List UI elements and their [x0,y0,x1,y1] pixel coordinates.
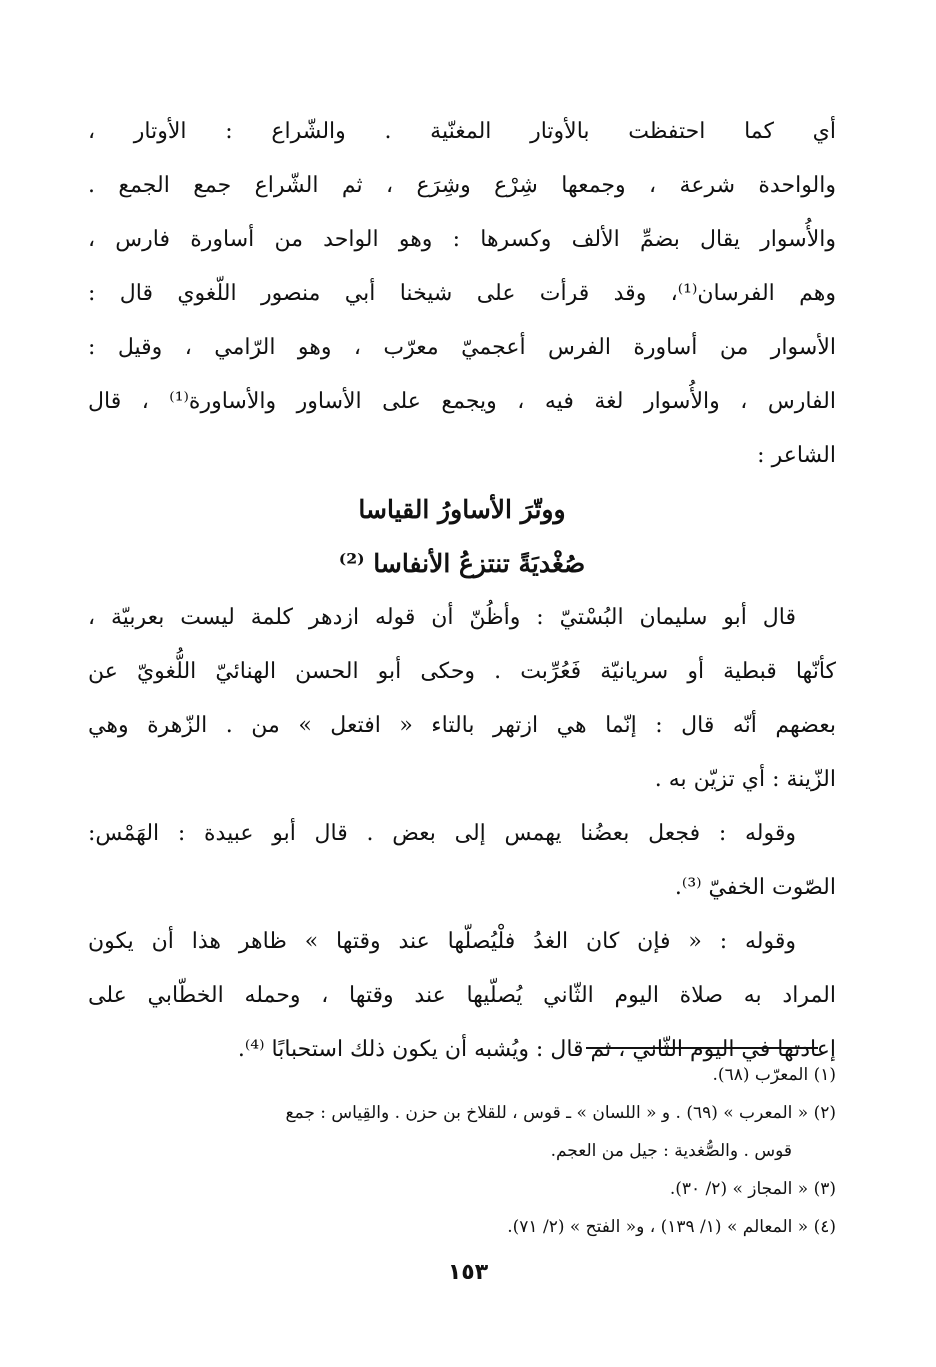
text-line: أي كما احتفظت بالأوتار المغنّية . والشّراع : الأوتار ، [88,119,836,144]
paragraph-1 [88,105,836,483]
text-line: الفارس ، والأُسوار لغة فيه ، ويجمع على الأساور والأساورة⁽¹⁾ ، قال [88,389,836,414]
verse-line: ووتّرَ الأساورُ القياسا [358,495,566,524]
text-line: كأنّها قبطية أو سريانيّة فَعُرِّبت . وحكى أبو الحسن الهنائيّ اللُّغويّ عن [88,659,836,684]
footnote-2-continuation: قوس . والصُّغدية : جيل من العجم. [550,1141,792,1161]
text-line: الأسوار من أساورة الفرس أعجميّ معرّب ، وهو الرّامي ، وقيل : [88,335,836,360]
paragraph-4 [88,915,836,1077]
text-line: والواحدة شرعة ، وجمعها شِرْع وشِرَع ، ثم الشّراع جمع الجمع . [88,173,836,198]
text-line: الصّوت الخفيّ ⁽³⁾. [674,875,836,900]
footnotes [88,1056,836,1246]
footnote-1: (١) المعرّب (٦٨). [712,1065,836,1085]
footnote-2: (٢) « المعرب » (٦٩) . و « اللسان » ـ قوس ، للقلاخ بن حزن . والقِياس : جمع [285,1103,836,1123]
paragraph-3 [88,807,836,915]
verse-line: صُغْديَةً تنتزعُ الأنفاسا ⁽²⁾ [338,549,586,578]
text-line: إعادتها في اليوم الثّاني ، ثم قال : ويُشبه أن يكون ذلك استحبابًا ⁽⁴⁾. [237,1037,836,1062]
footnote-divider [586,1047,818,1049]
poem-verse [88,483,836,591]
footnote-3: (٣) « المجاز » (٢/ ٣٠). [669,1179,836,1199]
text-line: الزّينة : أي تزيّن به . [654,767,836,792]
text-line: والأُسوار يقال بضمِّ الألف وكسرها : وهو الواحد من أساورة فارس ، [88,227,836,252]
text-line: الشاعر : [757,443,836,468]
text-line: وقوله : « فإن كان الغدُ فلْيُصلّها عند وقتها » ظاهر هذا أن يكون [88,929,796,954]
text-line: وهم الفرسان⁽¹⁾، وقد قرأت على شيخنا أبي منصور اللّغوي قال : [88,281,836,306]
text-line: قال أبو سليمان البُسْتيّ : وأظُنّ أن قوله ازدهر كلمة ليست بعربيّة ، [88,605,796,630]
page-number: ١٥٣ [447,1260,489,1285]
footnote-4: (٤) « المعالم » (١/ ١٣٩) ، و« الفتح » (٢/ ٧١). [507,1217,836,1237]
text-line: المراد به صلاة اليوم الثّاني يُصلّيها عند وقتها ، وحمله الخطّابي على [88,983,836,1008]
paragraph-2 [88,591,836,807]
text-line: بعضهم أنّه قال : إنّما هي ازتهر بالتاء « افتعل » من . الزّهرة وهي [88,713,836,738]
text-line: وقوله : فجعل بعضُنا يهمس إلى بعض . قال أبو عبيدة : الهَمْس: [88,821,796,846]
main-text [88,105,836,1077]
